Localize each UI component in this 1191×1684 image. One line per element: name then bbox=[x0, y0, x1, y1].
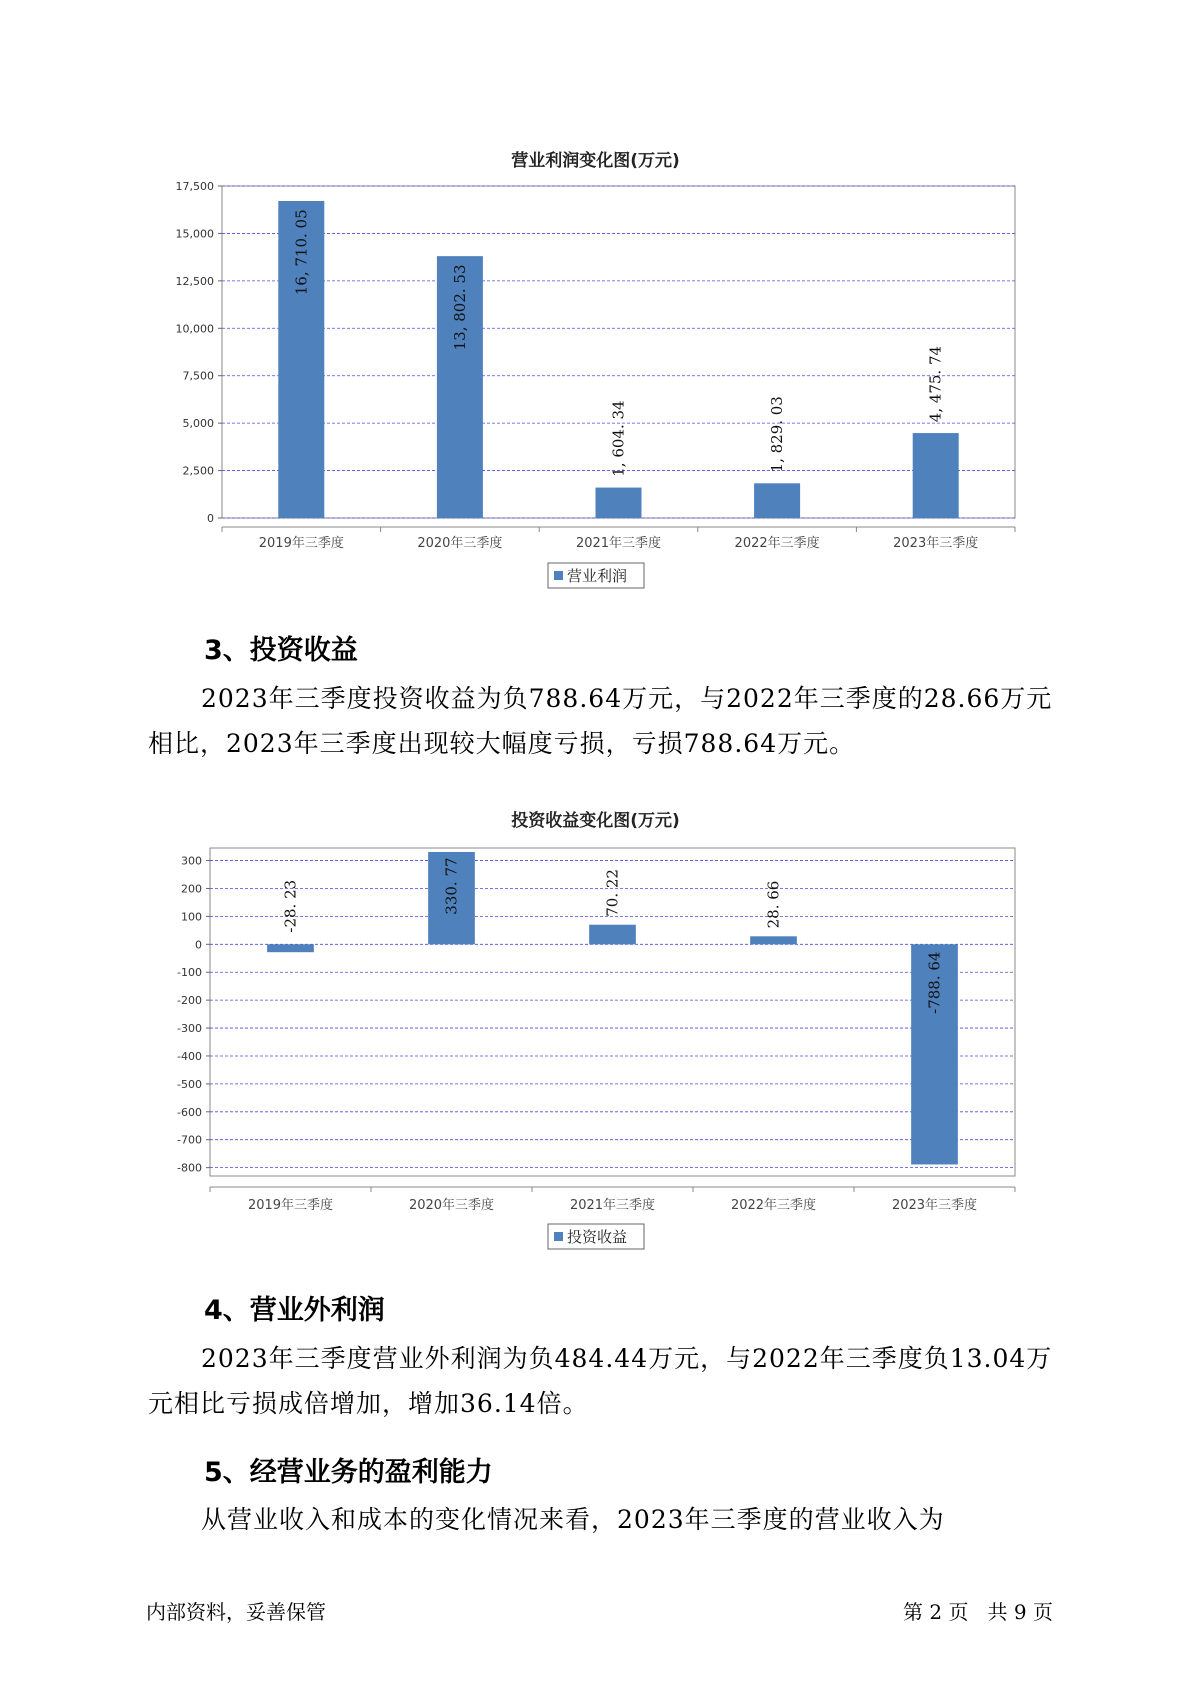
y-tick-label: -800 bbox=[177, 1161, 202, 1175]
y-tick-label: 100 bbox=[181, 910, 202, 924]
x-tick-label: 2023年三季度 bbox=[893, 536, 979, 551]
invest-chart-title: 投资收益变化图(万元) bbox=[511, 811, 680, 831]
y-tick-label: 5,000 bbox=[182, 417, 214, 431]
legend-swatch bbox=[554, 1232, 563, 1241]
data-label: 1, 829. 03 bbox=[768, 396, 787, 473]
section-3-text: 2023年三季度投资收益为负788.64万元，与2022年三季度的28.66万元相比，2023年三季度出现较大幅度亏损，亏损788.64万元。 bbox=[148, 684, 1053, 758]
bar bbox=[750, 936, 797, 944]
y-tick-label: 17,500 bbox=[175, 180, 214, 193]
x-tick-label: 2019年三季度 bbox=[258, 536, 344, 551]
section-3-heading: 3、投资收益 bbox=[204, 635, 358, 666]
data-label: 330. 77 bbox=[442, 857, 461, 915]
y-tick-label: -100 bbox=[177, 966, 202, 980]
x-tick-label: 2022年三季度 bbox=[730, 1198, 817, 1213]
y-tick-label: -300 bbox=[177, 1022, 202, 1036]
y-tick-label: -500 bbox=[177, 1077, 202, 1091]
x-tick-label: 2022年三季度 bbox=[734, 536, 820, 551]
x-tick-label: 2023年三季度 bbox=[891, 1198, 978, 1213]
x-tick-label: 2020年三季度 bbox=[408, 1198, 495, 1213]
y-tick-label: 15,000 bbox=[175, 227, 214, 241]
data-label: 4, 475. 74 bbox=[926, 345, 945, 423]
x-tick-label: 2020年三季度 bbox=[417, 536, 503, 551]
y-tick-label: 10,000 bbox=[175, 322, 214, 336]
y-tick-label: -400 bbox=[177, 1049, 202, 1063]
data-label: -28. 23 bbox=[281, 879, 300, 933]
footer-page-number: 第 2 页 共 9 页 bbox=[903, 1600, 1053, 1624]
y-tick-label: 7,500 bbox=[182, 369, 214, 383]
section-5-text: 从营业收入和成本的变化情况来看，2023年三季度的营业收入为 bbox=[201, 1505, 945, 1534]
y-tick-label: -600 bbox=[177, 1105, 202, 1119]
y-tick-label: 2,500 bbox=[182, 464, 214, 478]
section-4-text: 2023年三季度营业外利润为负484.44万元，与2022年三季度负13.04万元相比亏损成倍增加，增加36.14倍。 bbox=[148, 1344, 1053, 1418]
y-tick-label: 0 bbox=[207, 512, 214, 525]
y-tick-label: 200 bbox=[181, 882, 202, 896]
x-tick-label: 2021年三季度 bbox=[569, 1198, 656, 1213]
data-label: 16, 710. 05 bbox=[292, 209, 311, 296]
y-tick-label: 300 bbox=[181, 854, 202, 868]
y-tick-label: -700 bbox=[177, 1133, 202, 1147]
data-label: 70. 22 bbox=[603, 869, 622, 917]
legend-label: 营业利润 bbox=[567, 567, 628, 585]
data-label: 28. 66 bbox=[764, 880, 783, 929]
y-tick-label: -200 bbox=[177, 994, 202, 1008]
data-label: -788. 64 bbox=[925, 951, 944, 1014]
section-5-heading: 5、经营业务的盈利能力 bbox=[204, 1457, 493, 1488]
profit-chart-title: 营业利润变化图(万元) bbox=[511, 151, 680, 171]
data-label: 1, 604. 34 bbox=[609, 400, 628, 477]
x-tick-label: 2019年三季度 bbox=[247, 1198, 334, 1213]
data-label: 13, 802. 53 bbox=[450, 264, 469, 351]
section-4-heading: 4、营业外利润 bbox=[204, 1295, 385, 1326]
y-tick-label: 12,500 bbox=[175, 274, 214, 288]
legend-label: 投资收益 bbox=[567, 1228, 628, 1246]
bar bbox=[267, 944, 314, 952]
footer-confidential: 内部资料，妥善保管 bbox=[146, 1600, 326, 1624]
bar bbox=[589, 925, 636, 945]
y-tick-label: 0 bbox=[195, 938, 202, 952]
x-tick-label: 2021年三季度 bbox=[575, 536, 662, 551]
